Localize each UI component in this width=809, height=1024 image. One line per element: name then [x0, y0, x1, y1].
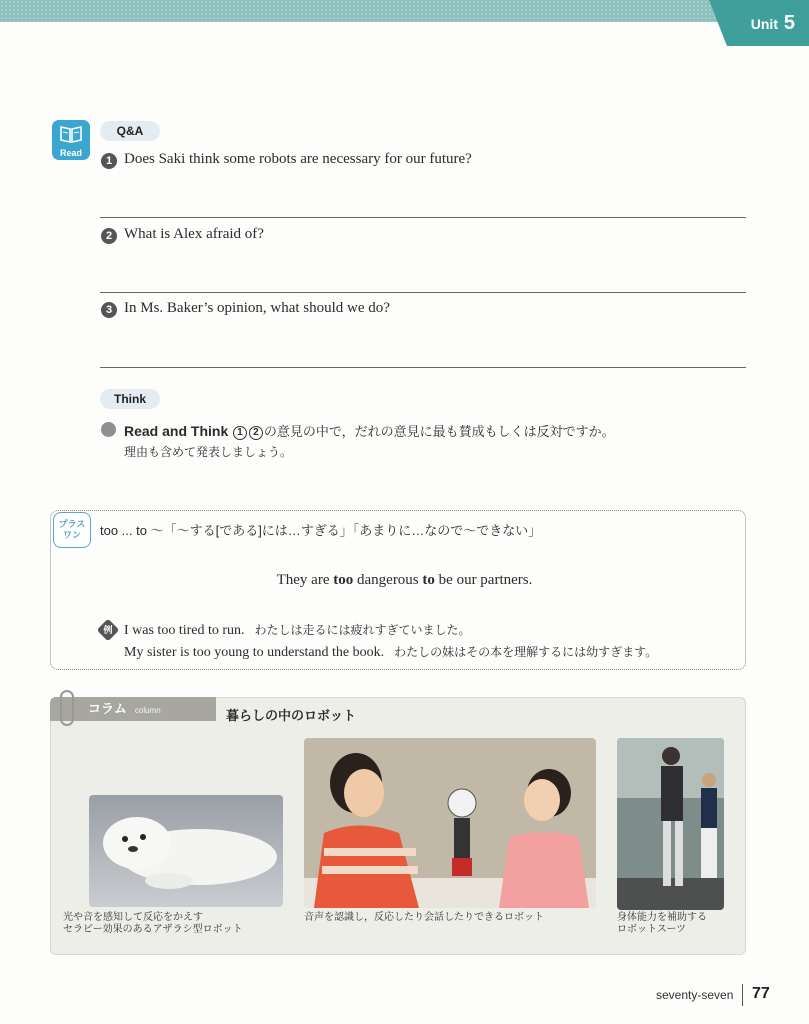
example-sentence: I was too tired to run. わたしは走るには疲れすぎていました。	[124, 623, 471, 638]
caption: 身体能力を補助する ロボットスーツ	[617, 912, 707, 935]
grammar-example: They are too dangerous to be our partners.	[276, 572, 533, 588]
question-text: In Ms. Baker’s opinion, what should we do?	[124, 300, 390, 316]
qa-pill: Q&A	[100, 121, 160, 141]
think-prompt-rest: の意見の中で，だれの意見に最も賛成もしくは反対ですか。	[263, 424, 615, 439]
question-text: What is Alex afraid of?	[124, 226, 264, 242]
question-number: 1	[101, 153, 117, 169]
think-prompt-line2: 理由も含めて発表しましょう。	[124, 445, 293, 459]
page-number: 77	[752, 985, 770, 1002]
answer-line[interactable]	[100, 367, 746, 368]
think-prompt	[124, 421, 615, 440]
read-and-think-label: Read and Think	[124, 423, 229, 439]
question-number: 2	[101, 228, 117, 244]
unit-number: 5	[783, 12, 795, 34]
seal-robot-photo	[89, 795, 283, 907]
caption: 光や音を感知して反応をかえす セラピー効果のあるアザラシ型ロボット	[63, 912, 243, 935]
example-icon: 例	[97, 619, 120, 642]
question-text: Does Saki think some robots are necessary for our future?	[124, 151, 472, 167]
grammar-header: too ... to 〜「〜する[である]には…すぎる」「あまりに…なので〜できない」	[100, 523, 542, 538]
example-sentence: My sister is too young to understand the book. わたしの妹はその本を理解するには幼すぎます。	[124, 645, 658, 660]
page-number-word: seventy-seven	[656, 988, 734, 1002]
plus-one-badge: プラス ワン	[53, 512, 91, 548]
footer-divider	[742, 984, 743, 1006]
caption: 音声を認識し，反応したり会話したりできるロボット	[304, 912, 544, 923]
read-icon-label: Read	[59, 148, 82, 158]
ref-number: 1	[233, 426, 247, 440]
column-title: 暮らしの中のロボット	[226, 708, 357, 723]
question-number: 3	[101, 302, 117, 318]
book-icon	[59, 124, 83, 144]
answer-line[interactable]	[100, 217, 746, 218]
kids-robot-photo	[304, 738, 596, 908]
ref-number: 2	[249, 426, 263, 440]
read-icon	[52, 120, 90, 160]
column-tab: コラム column	[50, 697, 216, 721]
unit-label: Unit 5	[750, 12, 795, 34]
bullet-dot	[101, 422, 116, 437]
paperclip-icon	[60, 690, 74, 726]
robot-suit-photo	[617, 738, 724, 910]
think-pill: Think	[100, 389, 160, 409]
answer-line[interactable]	[100, 292, 746, 293]
top-band	[0, 0, 809, 22]
